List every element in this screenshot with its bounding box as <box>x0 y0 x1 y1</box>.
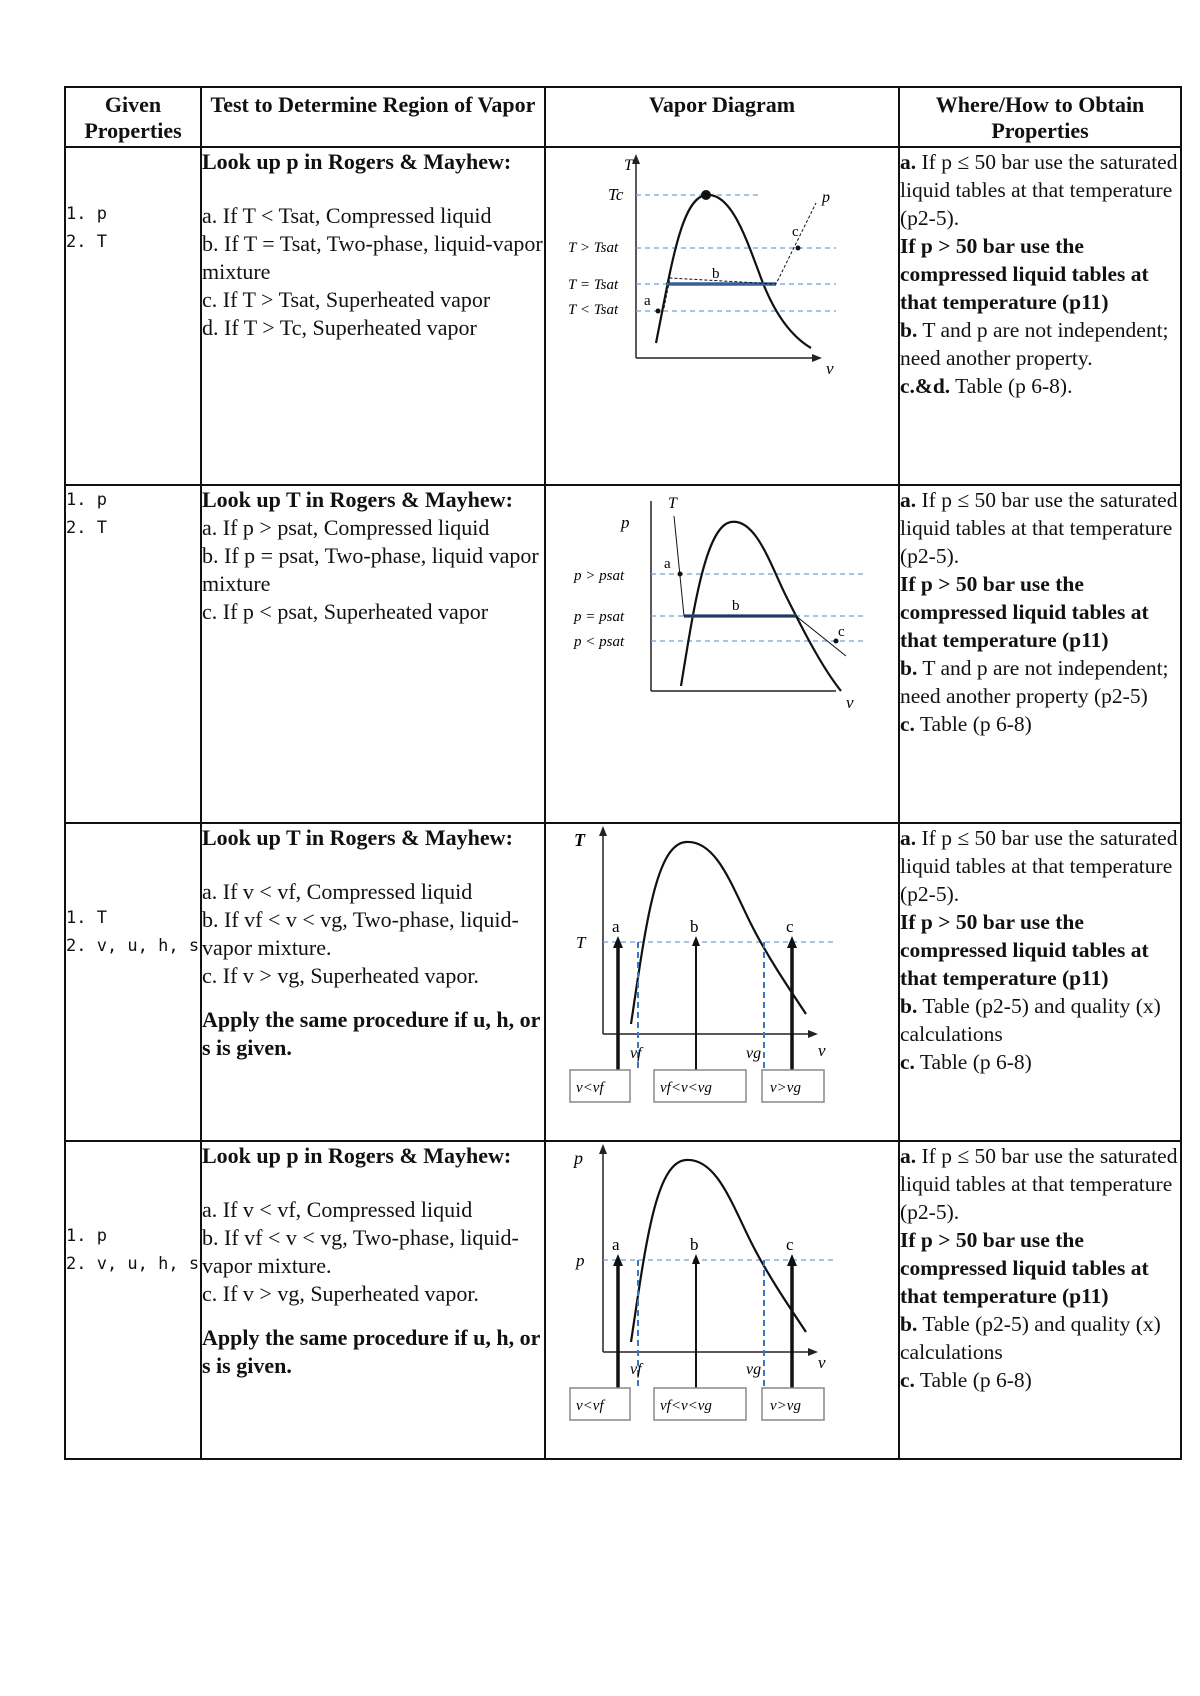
vapor-diagram-cell <box>545 823 899 1141</box>
level-label: p = psat <box>574 609 625 625</box>
level-label: p < psat <box>574 634 625 650</box>
test-item: c. If v > vg, Superheated vapor. <box>202 963 479 988</box>
given-item: 1. p <box>66 1226 107 1246</box>
where-item: c. Table (p 6-8) <box>900 712 1032 736</box>
table-row <box>65 823 1181 1141</box>
test-item: b. If vf < v < vg, Two-phase, liquid-vapor mixture. <box>202 907 519 960</box>
point-label: a <box>644 293 651 309</box>
where-item: b. Table (p2-5) and quality (x) calculations <box>900 994 1161 1046</box>
test-cell <box>201 1141 545 1459</box>
vapor-diagram-cell <box>545 1141 899 1459</box>
level-label: p <box>576 1251 585 1270</box>
where-item: c.&d. Table (p 6-8). <box>900 374 1073 398</box>
axis-x-label: v <box>818 1353 826 1372</box>
level-label: T = Tsat <box>568 277 619 293</box>
where-cell <box>899 823 1181 1141</box>
vf-label: vf <box>630 1045 642 1062</box>
where-item: If p > 50 bar use the compressed liquid tables at that temperature (p11) <box>900 1228 1149 1308</box>
header-diagram: Vapor Diagram <box>545 87 899 147</box>
given-item: 1. T <box>66 908 107 928</box>
point-label: b <box>712 266 720 282</box>
given-item: 2. T <box>66 232 107 252</box>
header-row <box>65 87 1181 147</box>
point-label: c <box>786 917 794 936</box>
axis-y-label: T <box>574 830 585 850</box>
where-cell <box>899 147 1181 485</box>
tc-label: Tc <box>608 185 624 204</box>
test-apply-note: Apply the same procedure if u, h, or s is given. <box>202 1325 540 1378</box>
header-test: Test to Determine Region of Vapor <box>201 87 545 147</box>
isotherm-label: T <box>668 495 677 512</box>
given-cell <box>65 1141 201 1459</box>
given-cell <box>65 147 201 485</box>
axis-x-label: v <box>818 1041 826 1060</box>
point-label: a <box>612 917 620 936</box>
isobar-label: p <box>822 189 830 206</box>
region-box: vf<v<vg <box>660 1398 712 1414</box>
test-item: b. If T = Tsat, Two-phase, liquid-vapor mixture <box>202 231 543 284</box>
test-item: a. If v < vf, Compressed liquid <box>202 1197 473 1222</box>
test-cell <box>201 823 545 1141</box>
where-item: b. T and p are not independent; need another property (p2-5) <box>900 656 1169 708</box>
where-item: a. If p ≤ 50 bar use the saturated liquid tables at that temperature (p2-5). <box>900 826 1178 906</box>
where-item: If p > 50 bar use the compressed liquid tables at that temperature (p11) <box>900 572 1149 652</box>
test-cell <box>201 147 545 485</box>
table-row <box>65 1141 1181 1459</box>
level-label: T > Tsat <box>568 240 619 256</box>
test-cell <box>201 485 545 823</box>
property-region-table <box>64 86 1182 1460</box>
vg-label: vg <box>746 1045 762 1062</box>
table-row <box>65 147 1181 485</box>
point-label: a <box>664 556 671 572</box>
tv-diagram <box>546 824 886 1134</box>
axis-y-label: p <box>574 1148 583 1168</box>
where-item: a. If p ≤ 50 bar use the saturated liquid tables at that temperature (p2-5). <box>900 1144 1178 1224</box>
test-heading: Look up p in Rogers & Mayhew: <box>202 149 512 174</box>
where-item: b. Table (p2-5) and quality (x) calculations <box>900 1312 1161 1364</box>
given-item: 2. v, u, h, s <box>66 1254 200 1274</box>
level-label: T < Tsat <box>568 302 619 318</box>
pv-level-diagram <box>546 1142 886 1452</box>
pv-diagram <box>546 486 886 716</box>
header-where: Where/How to Obtain Properties <box>899 87 1181 147</box>
where-cell <box>899 1141 1181 1459</box>
where-item: c. Table (p 6-8) <box>900 1050 1032 1074</box>
where-item: b. T and p are not independent; need another property. <box>900 318 1169 370</box>
point-label: b <box>690 1235 699 1254</box>
region-box: v<vf <box>576 1080 604 1096</box>
test-item: a. If v < vf, Compressed liquid <box>202 879 473 904</box>
ts-diagram <box>546 148 886 378</box>
point-label: a <box>612 1235 620 1254</box>
given-item: 2. T <box>66 518 107 538</box>
test-item: b. If p = psat, Two-phase, liquid vapor mixture <box>202 543 539 596</box>
point-label: c <box>838 624 845 640</box>
saturation-dome <box>681 522 841 691</box>
given-cell <box>65 823 201 1141</box>
given-item: 1. p <box>66 490 107 510</box>
critical-point <box>701 190 711 200</box>
given-item: 2. v, u, h, s <box>66 936 200 956</box>
header-given: Given Properties <box>65 87 201 147</box>
test-item: b. If vf < v < vg, Two-phase, liquid-vapor mixture. <box>202 1225 519 1278</box>
point-label: c <box>792 224 799 240</box>
region-box: vf<v<vg <box>660 1080 712 1096</box>
table-row <box>65 485 1181 823</box>
test-item: c. If T > Tsat, Superheated vapor <box>202 287 491 312</box>
level-label: p > psat <box>574 568 625 584</box>
vf-label: vf <box>630 1361 642 1378</box>
vg-label: vg <box>746 1361 762 1378</box>
where-cell <box>899 485 1181 823</box>
where-item: a. If p ≤ 50 bar use the saturated liquid tables at that temperature (p2-5). <box>900 150 1178 230</box>
where-item: a. If p ≤ 50 bar use the saturated liquid tables at that temperature (p2-5). <box>900 488 1178 568</box>
level-label: T <box>576 933 586 952</box>
vapor-diagram-cell <box>545 485 899 823</box>
saturation-dome <box>631 1160 806 1342</box>
point-label: b <box>732 598 740 614</box>
given-item: 1. p <box>66 204 107 224</box>
saturation-dome <box>631 842 806 1024</box>
test-heading: Look up p in Rogers & Mayhew: <box>202 1143 512 1168</box>
region-box: v>vg <box>770 1080 801 1096</box>
region-box: v>vg <box>770 1398 801 1414</box>
test-heading: Look up T in Rogers & Mayhew: <box>202 487 513 512</box>
isobar-line <box>664 203 816 308</box>
test-item: c. If p < psat, Superheated vapor <box>202 599 489 624</box>
saturation-dome <box>656 195 811 348</box>
test-item: c. If v > vg, Superheated vapor. <box>202 1281 479 1306</box>
point-label: b <box>690 917 699 936</box>
test-apply-note: Apply the same procedure if u, h, or s is given. <box>202 1007 540 1060</box>
test-heading: Look up T in Rogers & Mayhew: <box>202 825 513 850</box>
axis-y-label: T <box>624 157 633 174</box>
test-item: d. If T > Tc, Superheated vapor <box>202 315 477 340</box>
vapor-diagram-cell <box>545 147 899 485</box>
where-item: If p > 50 bar use the compressed liquid tables at that temperature (p11) <box>900 910 1149 990</box>
region-box: v<vf <box>576 1398 604 1414</box>
test-item: a. If p > psat, Compressed liquid <box>202 515 490 540</box>
axis-x-label: v <box>846 693 854 712</box>
point-label: c <box>786 1235 794 1254</box>
where-item: c. Table (p 6-8) <box>900 1368 1032 1392</box>
where-item: If p > 50 bar use the compressed liquid tables at that temperature (p11) <box>900 234 1149 314</box>
axis-y-label: p <box>621 513 630 532</box>
given-cell <box>65 485 201 823</box>
test-item: a. If T < Tsat, Compressed liquid <box>202 203 492 228</box>
axis-x-label: v <box>826 359 834 378</box>
